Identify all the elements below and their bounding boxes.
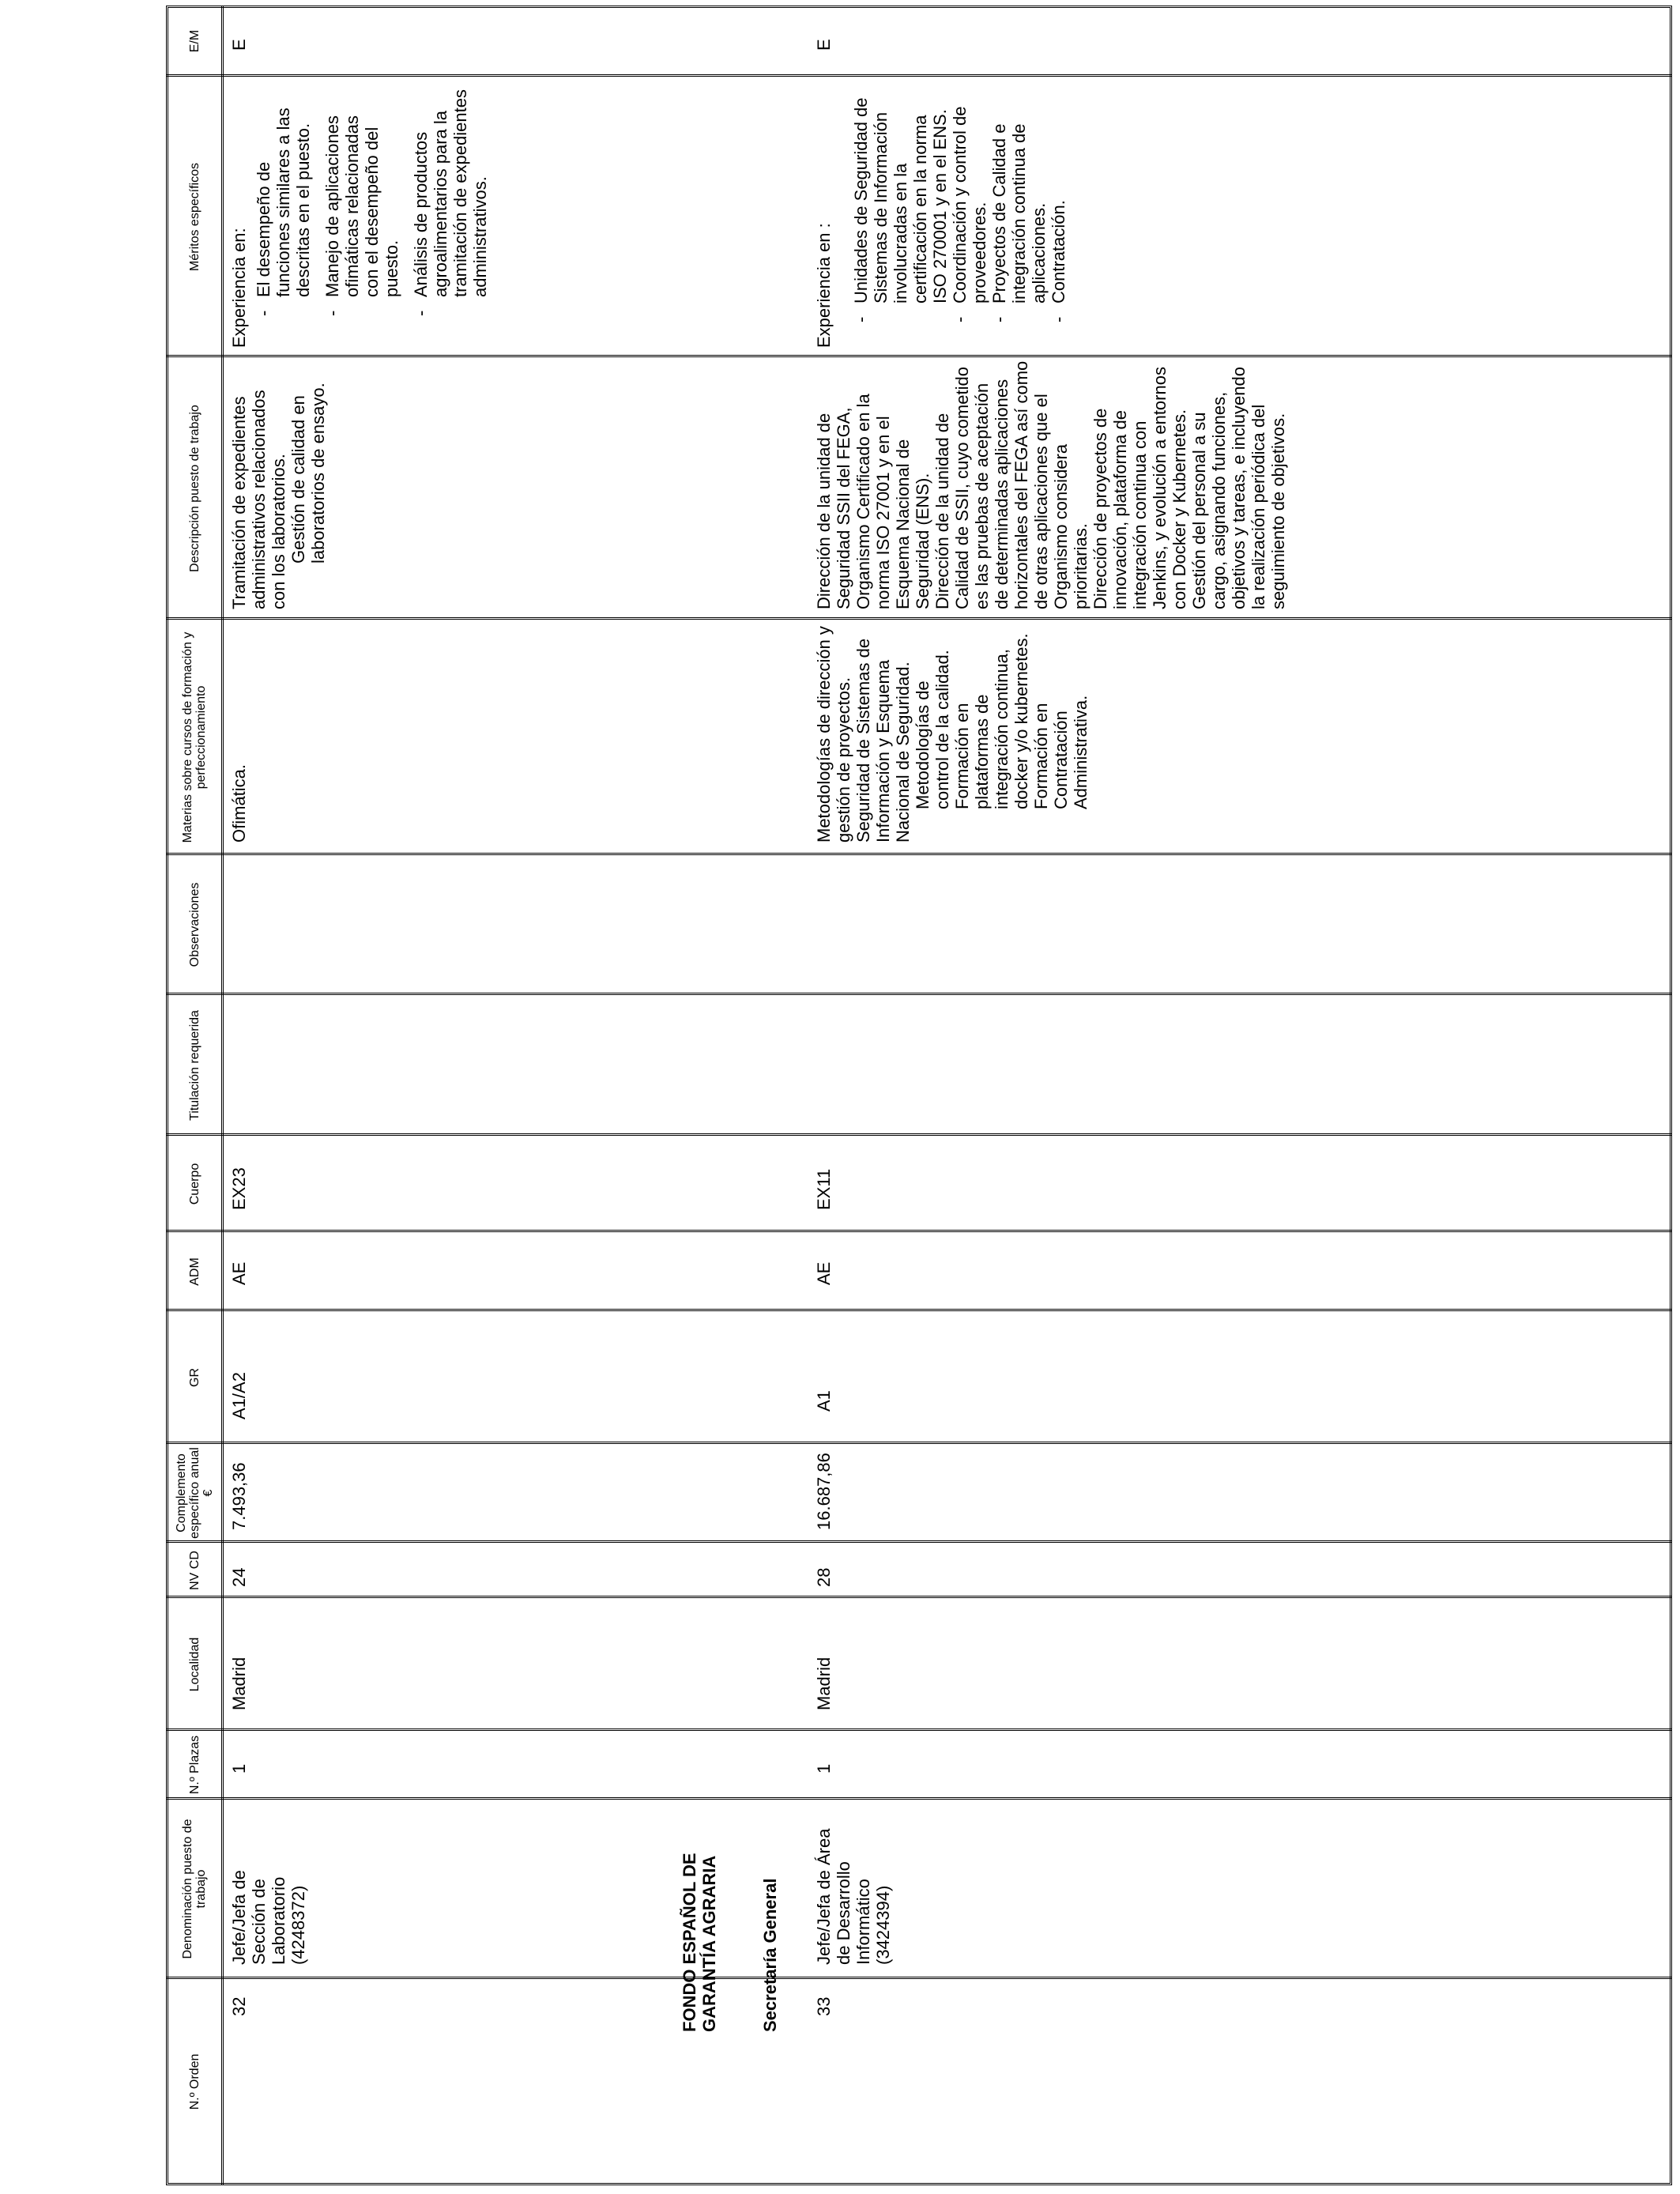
descripcion-item: Gestión del personal a su cargo, asignando funciones, objetivos y tareas, e incluyendo la realización periódica del seguimiento de objetivos. xyxy=(1189,367,1288,609)
descripcion-item: Dirección de la unidad de Calidad de SSII, cuyo cometido es las pruebas de aceptación de determinadas aplicaciones horizontales del FEGA así como de otras aplicaciones que el Organismo considera prioritarias. xyxy=(932,360,1090,609)
merito-item: - Unidades de Seguridad de Sistemas de Información involucradas en la certificación en la norma ISO 270001 y en el ENS. xyxy=(851,83,950,330)
row-33-denominacion: Jefe/Jefa de Área de Desarrollo Informático (3424394) xyxy=(814,1828,893,1965)
row-32-adm: AE xyxy=(229,1261,249,1285)
row-33-materias xyxy=(814,624,1090,843)
row-32-materias xyxy=(229,629,249,843)
row-33-cuerpo: EX11 xyxy=(814,1168,834,1210)
header-cuerpo: Cuerpo xyxy=(187,1163,202,1205)
row-32-localidad: Madrid xyxy=(229,1657,249,1710)
row-32-grupo: A1/A2 xyxy=(229,1372,249,1419)
header-localidad: Localidad xyxy=(187,1637,202,1692)
header-complemento: Complemento específico anual € xyxy=(174,1447,215,1539)
materia-item: Seguridad de Sistemas de Información y Esquema Nacional de Seguridad. xyxy=(853,638,913,843)
row-32-em: E xyxy=(229,39,249,51)
row-33-plazas: 1 xyxy=(814,1763,834,1774)
col-divider xyxy=(166,1540,1672,1543)
header-rule xyxy=(221,6,224,2185)
col-divider xyxy=(166,617,1672,620)
row-32-nivel: 24 xyxy=(229,1567,249,1587)
section-unidad: Secretaría General xyxy=(760,1878,780,2032)
col-divider xyxy=(166,74,1672,77)
header-materias: Materias sobre cursos de formación y perfeccionamiento xyxy=(181,631,208,843)
header-descripcion: Descripción puesto de trabajo xyxy=(187,405,202,572)
descripcion-item: Dirección de la unidad de Seguridad SSII del FEGA, Organismo Certificado en la norma ISO 27001 y en el Esquema Nacional de Seguridad (ENS). xyxy=(814,394,932,609)
header-meritos: Méritos específicos xyxy=(187,163,202,271)
row-33-grupo: A1 xyxy=(814,1390,834,1412)
row-33-orden: 33 xyxy=(814,1996,834,2016)
materia-item: Formación en Contratación Administrativa. xyxy=(1031,695,1090,809)
materia-item: Metodologías de control de la calidad. xyxy=(913,650,952,809)
row-33-localidad: Madrid xyxy=(814,1657,834,1710)
row-32-complemento: 7.493,36 xyxy=(229,1462,249,1530)
materia-item: Ofimática. xyxy=(229,763,249,843)
header-plazas: N.º Plazas xyxy=(187,1735,202,1795)
header-titulacion: Titulación requerida xyxy=(187,1010,202,1121)
descripcion-item: Tramitación de expedientes administrativos relacionados con los laboratorios. xyxy=(229,390,288,609)
row-33-meritos xyxy=(814,83,1068,348)
materia-item: Formación en plataformas de integración continua, docker y/o kubernetes. xyxy=(952,633,1031,809)
row-32-orden: 32 xyxy=(229,1996,249,2016)
col-divider xyxy=(166,993,1672,995)
merito-item: - Proyectos de Calidad e integración continua de aplicaciones. xyxy=(989,83,1049,330)
col-divider xyxy=(166,1977,1672,1979)
col-divider xyxy=(166,1797,1672,1800)
col-divider xyxy=(166,355,1672,357)
merito-item: - Contratación. xyxy=(1049,83,1068,330)
merito-item: - El desempeño de funciones similares a las descritas en el puesto. xyxy=(254,83,313,324)
descripcion-item: Gestión de calidad en laboratorios de ensayo. xyxy=(288,383,328,564)
row-33-nivel: 28 xyxy=(814,1567,834,1587)
merito-item: - Análisis de productos agroalimentarios para la tramitación de expedientes administrativos. xyxy=(411,83,490,324)
col-divider xyxy=(166,1133,1672,1136)
header-denominacion: Denominación puesto de trabajo xyxy=(181,1819,208,1959)
header-orden: N.º Orden xyxy=(187,2053,202,2110)
descripcion-item: Dirección de proyectos de innovación, plataforma de integración continua con Jenkins, y evolución a entornos con Docker y Kubernetes. xyxy=(1090,367,1189,609)
col-divider xyxy=(166,1442,1672,1444)
materia-item: Metodologías de dirección y gestión de proyectos. xyxy=(814,626,853,843)
row-32-plazas: 1 xyxy=(229,1763,249,1774)
header-observaciones: Observaciones xyxy=(187,882,202,967)
col-divider xyxy=(166,1309,1672,1311)
meritos-list xyxy=(851,83,1068,348)
row-33-descripcion xyxy=(814,360,1288,609)
meritos-list xyxy=(254,83,490,348)
merito-item: - Coordinación y control de proveedores. xyxy=(950,83,989,330)
col-divider xyxy=(166,853,1672,855)
col-divider xyxy=(166,1596,1672,1598)
row-32-denominacion: Jefe/Jefa de Sección de Laboratorio (4248372) xyxy=(229,1870,308,1965)
row-32-cuerpo: EX23 xyxy=(229,1167,249,1210)
row-33-adm: AE xyxy=(814,1261,834,1285)
header-grupo: GR xyxy=(187,1368,202,1387)
header-em: E/M xyxy=(187,29,202,53)
header-adm: ADM xyxy=(187,1257,202,1286)
col-divider xyxy=(166,1230,1672,1232)
row-32-descripcion xyxy=(229,364,328,609)
col-divider xyxy=(166,1728,1672,1731)
meritos-intro: Experiencia en : xyxy=(814,223,834,348)
row-33-complemento: 16.687,86 xyxy=(814,1453,834,1530)
row-32-meritos xyxy=(229,83,499,348)
merito-item: - Manejo de aplicaciones ofimáticas relacionadas con el desempeño del puesto. xyxy=(322,83,401,324)
meritos-intro: Experiencia en: xyxy=(229,228,249,348)
row-33-em: E xyxy=(814,39,834,51)
section-organismo: FONDO ESPAÑOL DE GARANTÍA AGRARIA xyxy=(680,1853,719,2032)
header-nivel: NV CD xyxy=(187,1551,202,1590)
